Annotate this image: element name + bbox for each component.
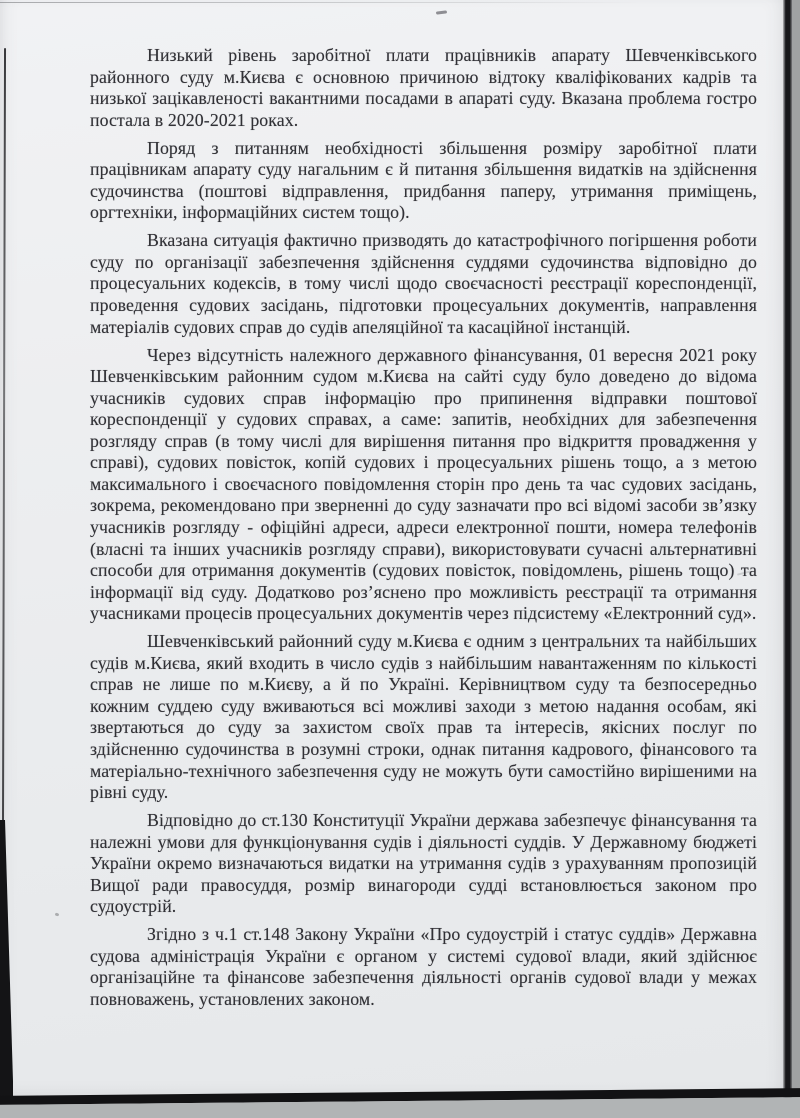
paragraph-5: Шевченківський районний суду м.Києва є одним з центральних та найбільших судів м.Києва, який входить в число судів з найбільшим навантаженням по кількості справ не лише по м.Києву, а й по Україні. Керівництвом суду та безпосередньо кожним суддею суду вживаються всі можливі заходи з метою надання особам, які звертаються до суду за захистом своїх прав та інтересів, якісних послуг по здійсненню судочинства в розумні строки, однак питання кадрового, фінансового та матеріально-технічного забезпечення суду не можуть бути самостійно вирішеними на рівні суду.	[90, 631, 757, 803]
scan-speck	[55, 912, 60, 916]
scan-right-edge-shadow	[783, 0, 792, 1102]
document-body	[90, 0, 757, 1017]
paragraph-3: Вказана ситуація фактично призводять до катастрофічного погіршення роботи суду по організації забезпечення здійснення суддями судочинства відповідно до процесуальних кодексів, в тому числі щодо своєчасності реєстрації кореспонденції, проведення судових засідань, підготовки процесуальних документів, направлення матеріалів судових справ до судів апеляційної та касаційної інстанцій.	[90, 230, 757, 337]
scanner-bed-right	[792, 0, 800, 1118]
paragraph-1: Низький рівень заробітної плати працівників апарату Шевченківського районного суду м.Києва є основною причиною відтоку кваліфікованих кадрів та низької зацікавленості вакантними посадами в апараті суду. Вказана проблема гостро постала в 2020-2021 роках.	[90, 45, 757, 130]
paragraph-2: Поряд з питанням необхідності збільшення розміру заробітної плати працівникам апарату суду нагальним є й питання збільшення видатків на здійснення судочинства (поштові відправлення, придбання паперу, утримання приміщень, оргтехніки, інформаційних систем тощо).	[90, 137, 757, 223]
paragraph-6: Відповідно до ст.130 Конституції України держава забезпечує фінансування та належні умови для функціонування судів і діяльності суддів. У Державному бюджеті України окремо визначаються видатки на утримання судів з урахуванням пропозицій Вищої ради правосуддя, розмір винагороди судді встановлюється законом про судоустрій.	[90, 810, 757, 917]
paragraph-7: Згідно з ч.1 ст.148 Закону України «Про судоустрій і статус суддів» Державна судова адміністрація України є органом у системі судової влади, який здійснює організаційне та фінансове забезпечення діяльності органів судової влади у межах повноважень, установлених законом.	[90, 924, 757, 1009]
paragraph-4: Через відсутність належного державного фінансування, 01 вересня 2021 року Шевченківським районним судом м.Києва на сайті суду було доведено до відома учасників судових справ інформацію про припинення відправки поштової кореспонденції у судових справах, а саме: запитів, необхідних для забезпечення розгляду справ (в тому числі для вирішення питання про відкриття провадження у справі), судових повісток, копій судових і процесуальних рішень тощо, а з метою максимального і своєчасного повідомлення сторін про день та час судових засідань, зокрема, рекомендовано при зверненні до суду зазначати про всі відомі засоби зв’язку учасників розгляду - офіційні адреси, адреси електронної пошти, номера телефонів (власні та інших учасників розгляду справи), використовувати сучасні альтернативні способи для отримання документів (судових повісток, повідомлень, рішень тощо) та інформації від суду. Додатково роз’яснено про можливість реєстрації та отримання учасниками процесів процесуальних документів через підсистему «Електронний суд».	[90, 344, 757, 624]
